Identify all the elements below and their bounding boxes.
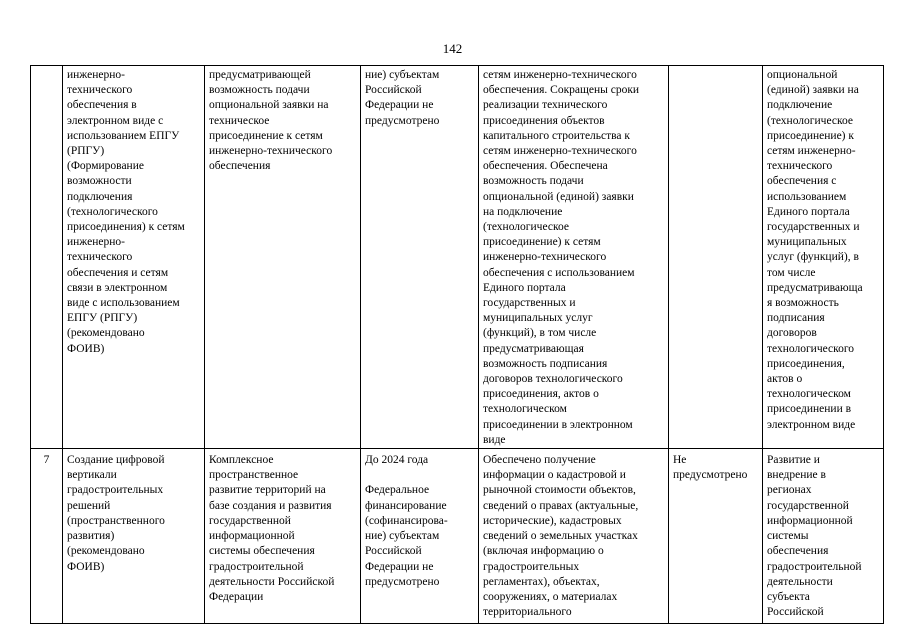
- description-cell: Комплексное пространственное развитие территорий на базе создания и развития государственной информационной системы обеспечения градостроительной деятельности Российской Федерации: [205, 449, 361, 624]
- funding-status-cell: Не предусмотрено: [669, 449, 763, 624]
- deadline-funding-cell: ние) субъектам Российской Федерации не предусмотрено: [361, 66, 479, 449]
- deadline-funding-cell: До 2024 года Федеральное финансирование (софинансирова- ние) субъектам Российской Федерации не предусмотрено: [361, 449, 479, 624]
- description-cell: предусматривающей возможность подачи опциональной заявки на техническое присоединение к сетям инженерно-технического обеспечения: [205, 66, 361, 449]
- funding-status-cell: [669, 66, 763, 449]
- measure-name-cell: инженерно- технического обеспечения в электронном виде с использованием ЕПГУ (РПГУ) (Формирование возможности подключения (технологического присоединения) к сетям инженерно- технического обеспечения и сетям связи в электронном виде с использованием ЕПГУ (РПГУ) (рекомендовано ФОИВ): [63, 66, 205, 449]
- effect-cell: Развитие и внедрение в регионах государственной информационной системы обеспечения градостроительной деятельности субъекта Российской: [763, 449, 884, 624]
- page-number: 142: [442, 41, 463, 56]
- measure-name-cell: Создание цифровой вертикали градостроительных решений (пространственного развития) (рекомендовано ФОИВ): [63, 449, 205, 624]
- effect-cell: опциональной (единой) заявки на подключение (технологическое присоединение) к сетям инженерно- технического обеспечения с использованием Единого портала государственных и муниципальных услуг (функций), в том числе предусматривающа я возможность подписания договоров технологического присоединения, актов о технологическом присоединении в электронном виде: [763, 66, 884, 449]
- table-row: [31, 449, 884, 624]
- row-number-cell: 7: [31, 449, 63, 624]
- expected-result-cell: Обеспечено получение информации о кадастровой и рыночной стоимости объектов, сведений о правах (актуальные, исторические), кадастровых сведений о земельных участках (включая информацию о градостроительных регламентах), объектах, сооружениях, о материалах территориального: [479, 449, 669, 624]
- table-row: [31, 66, 884, 449]
- row-number-cell: [31, 66, 63, 449]
- expected-result-cell: сетям инженерно-технического обеспечения. Сокращены сроки реализации технического присоединения объектов капитального строительства к сетям инженерно-технического обеспечения. Обеспечена возможность подачи опциональной (единой) заявки на подключение (технологическое присоединение) к сетям инженерно-технического обеспечения с использованием Единого портала государственных и муниципальных услуг (функций), в том числе предусматривающая возможность подписания договоров технологического присоединения, актов о технологическом присоединении в электронном виде: [479, 66, 669, 449]
- document-table: [30, 65, 884, 624]
